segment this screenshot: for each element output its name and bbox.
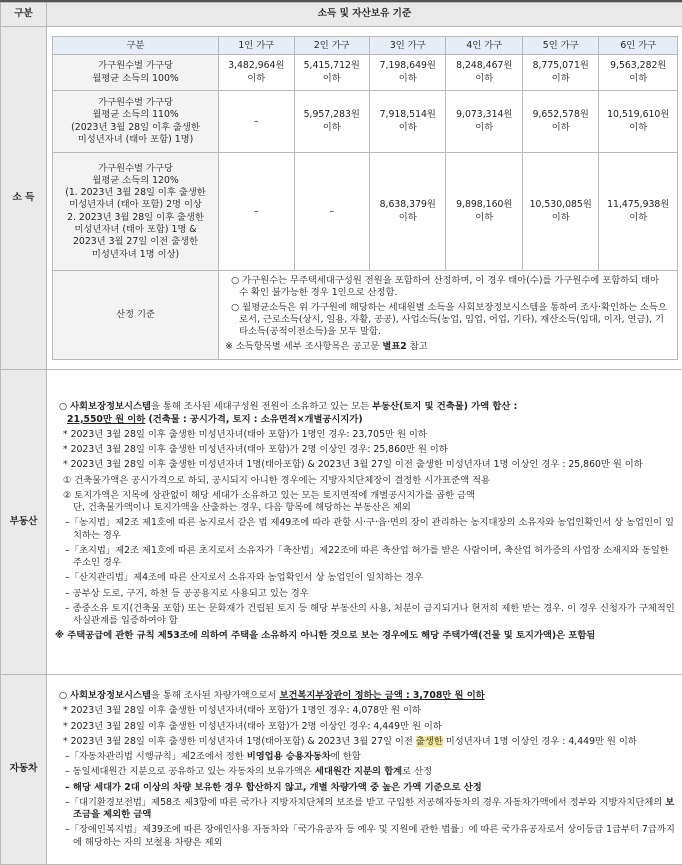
criteria-item: ○ 가구원수는 무주택세대구성원 전원을 포함하여 산정하며, 이 경우 태아(수)를 가구원수에 포함하되 태아 수 확인 불가능한 경우 1인으로 산정함. — [225, 275, 671, 300]
unit: 이하 — [372, 212, 443, 224]
bold-text: 세대원간 지분의 합계 — [315, 766, 402, 777]
amount: 7,198,649원 — [372, 60, 443, 72]
vehicle-item — [53, 766, 676, 778]
text: 로 산정 — [402, 766, 432, 777]
text: 을 통해 조사된 세대구성원 전원이 소유하고 있는 모든 — [151, 401, 372, 412]
row-label-line: 미성년자녀 (태아 포함) 1명 & — [55, 224, 216, 236]
row-label-line: 미성년자녀 (태아 포함) 1명) — [55, 134, 216, 146]
header-title-cell: 소득 및 자산보유 기준 — [47, 3, 682, 27]
text: 미성년자녀 1명 이상인 경우 : 4,449만 원 이하 — [443, 736, 637, 747]
text: –「대기환경보전법」제58조 제3항에 따른 국가나 지방자치단체의 보조를 받고 구입한 저공해자동차의 경우 자동차가액에서 정부와 지방자치단체의 — [65, 797, 665, 808]
unit: 이하 — [601, 122, 675, 134]
unit: 이하 — [601, 73, 675, 85]
income-cell — [370, 91, 446, 153]
vehicle-item — [53, 797, 676, 822]
amount: 5,415,712원 — [297, 60, 367, 72]
income-section — [1, 27, 682, 370]
income-cell — [294, 91, 369, 153]
income-cell — [599, 55, 678, 91]
text: * 2023년 3월 28일 이후 출생한 미성년자녀 1명(태아포함) & 2023년 3월 27일 이전 — [63, 736, 416, 747]
text: – 동일세대원간 지분으로 공유하고 있는 자동차의 보유가액은 — [65, 766, 315, 777]
income-cell — [446, 91, 522, 153]
amount: 8,775,071원 — [525, 60, 596, 72]
income-col-header: 1인 가구 — [219, 37, 294, 55]
income-cell — [219, 153, 294, 271]
table-row — [53, 55, 678, 91]
income-cell — [294, 153, 369, 271]
criteria-note — [225, 341, 671, 353]
star-line — [53, 736, 676, 748]
system-name: 사회보장정보시스템 — [70, 690, 151, 701]
star-line: * 2023년 3월 28일 이후 출생한 미성년자녀 1명(태아포함) & 2023년 3월 27일 이전 출생한 미성년자녀 1명 이상인 경우 : 25,860만 원 이하 — [53, 459, 676, 471]
bold-text: 비영업용 승용자동차 — [247, 751, 331, 762]
vehicle-item: – 해당 세대가 2대 이상의 차량 보유한 경우 합산하지 않고, 개별 차량가액 중 높은 가액 기준으로 산정 — [53, 782, 676, 794]
amount: 8,638,379원 — [372, 199, 443, 211]
vehicle-section — [1, 675, 682, 865]
numbered-item: ① 건축물가액은 공시가격으로 하되, 공시되지 아니한 경우에는 지방자치단체장이 결정한 시가표준액 적용 — [53, 475, 676, 487]
unit: 이하 — [448, 73, 519, 85]
income-cell — [219, 91, 294, 153]
criteria-row — [53, 271, 678, 360]
exclusion-item: –「산지관리법」제4조에 따른 산지로서 소유자와 농업확인서 상 농업인이 일치하는 경우 — [53, 572, 676, 584]
star-line: * 2023년 3월 28일 이후 출생한 미성년자녀(태아 포함)가 1명인 경우: 4,078만 원 이하 — [53, 705, 676, 717]
income-table-header — [53, 37, 678, 55]
row-label — [53, 153, 219, 271]
amount: – — [221, 206, 291, 218]
table-row — [53, 153, 678, 271]
row-label-line: 미성년자녀 (태아 포함) 2명 이상 — [55, 199, 216, 211]
row-label-line: 미성년자녀 1명 이상) — [55, 249, 216, 261]
unit: 이하 — [372, 122, 443, 134]
row-label-line: 월평균 소득의 120% — [55, 175, 216, 187]
note-suffix: 참고 — [407, 341, 428, 352]
star-line: * 2023년 3월 28일 이후 출생한 미성년자녀(태아 포함)가 1명인 경우: 23,705만 원 이하 — [53, 429, 676, 441]
text: 을 통해 조사된 차량가액으로서 — [151, 690, 280, 701]
eligibility-table — [0, 2, 682, 865]
income-cell — [370, 153, 446, 271]
text: –「자동차관리법 시행규칙」제2조에서 정한 — [65, 751, 247, 762]
amount: 9,898,160원 — [448, 199, 519, 211]
numbered-item: ② 토지가액은 지목에 상관없이 해당 세대가 소유하고 있는 모든 토지면적에 개별공시지가를 곱한 금액 — [53, 490, 676, 502]
realestate-content — [47, 370, 682, 675]
amount: 3,482,964원 — [221, 60, 291, 72]
exclusion-item: –「초지법」제2조 제1호에 따른 초지로서 소유자가「축산법」제22조에 따른 축산업 허가를 받은 사람이며, 축산업 허가증의 사업장 소재지와 동일한 주소인 경우 — [53, 545, 676, 570]
criteria-item: ○ 월평균소득은 위 가구원에 해당하는 세대원별 소득을 사회보장정보시스템을 통하여 조사·확인하는 소득으로서, 근로소득(상시, 일용, 자활, 공공), 사업소득(농업, 임업, 어업, 기타), 재산소득(임대, 이자, 연금), 기타소득(공적이전소득)을 모두 말함. — [225, 302, 671, 339]
unit: 이하 — [525, 122, 596, 134]
bold-text: 보조금을 제외한 금액 — [73, 797, 674, 820]
income-col-header: 5인 가구 — [522, 37, 598, 55]
unit: 이하 — [221, 73, 291, 85]
criteria-label: 산정 기준 — [53, 271, 219, 360]
income-col-header: 3인 가구 — [370, 37, 446, 55]
amount: 9,073,314원 — [448, 109, 519, 121]
income-col-header: 6인 가구 — [599, 37, 678, 55]
criteria-text — [219, 271, 678, 360]
limit-label: 부동산(토지 및 건축물) 가액 합산 : — [372, 401, 517, 412]
row-label-line: 가구원수별 가구당 — [55, 97, 216, 109]
amount: 5,957,283원 — [297, 109, 367, 121]
star-line: * 2023년 3월 28일 이후 출생한 미성년자녀(태아 포함)가 2명 이상인 경우: 25,860만 원 이하 — [53, 444, 676, 456]
vehicle-category-label: 자동차 — [1, 675, 47, 865]
amount: 10,519,610원 — [601, 109, 675, 121]
exclusion-item: – 공부상 도로, 구거, 하천 등 공공용지로 사용되고 있는 경우 — [53, 588, 676, 600]
income-col-header: 2인 가구 — [294, 37, 369, 55]
amount: 8,248,467원 — [448, 60, 519, 72]
unit: 이하 — [448, 212, 519, 224]
vehicle-content — [47, 675, 682, 865]
row-label-line: (2023년 3월 28일 이후 출생한 — [55, 122, 216, 134]
amount: 11,475,938원 — [601, 199, 675, 211]
vehicle-item — [53, 751, 676, 763]
row-label-line: 가구원수별 가구당 — [55, 60, 216, 72]
bullet: ○ — [59, 401, 70, 412]
numbered-item-cont: 단, 건축물가액이나 토지가액을 산출하는 경우, 다음 항목에 해당하는 부동산은 제외 — [53, 502, 676, 514]
income-cell — [446, 55, 522, 91]
amount: – — [297, 206, 367, 218]
realestate-section — [1, 370, 682, 675]
highlighted-text: 출생한 — [416, 736, 443, 747]
note-prefix: ※ 소득항목별 세부 조사항목은 공고문 — [225, 341, 382, 352]
limit-note: (건축물 : 공시가격, 토지 : 소유면적×개별공시지가) — [145, 414, 362, 425]
income-category-label: 소 득 — [1, 27, 47, 370]
unit: 이하 — [448, 122, 519, 134]
system-name: 사회보장정보시스템 — [70, 401, 151, 412]
amount: 9,652,578원 — [525, 109, 596, 121]
income-col-header: 4인 가구 — [446, 37, 522, 55]
table-header-row — [1, 3, 682, 27]
income-cell — [522, 55, 598, 91]
realestate-footer-note: ※ 주택공급에 관한 규칙 제53조에 의하여 주택을 소유하지 아니한 것으로 보는 경우에도 해당 주택가액(건물 및 토지가액)은 포함됨 — [53, 630, 676, 642]
unit: 이하 — [372, 73, 443, 85]
star-line: * 2023년 3월 28일 이후 출생한 미성년자녀(태아 포함)가 2명 이상인 경우: 4,449만 원 이하 — [53, 721, 676, 733]
amount: 10,530,085원 — [525, 199, 596, 211]
exclusion-item: –「농지법」제2조 제1호에 따른 농지로서 같은 법 제49조에 따라 관할 시·구·읍·면의 장이 관리하는 농지대장의 소유자와 농업인확인서 상 농업인이 일치하는 경우 — [53, 517, 676, 542]
income-cell — [599, 91, 678, 153]
row-label-line: (1. 2023년 3월 28일 이후 출생한 — [55, 187, 216, 199]
income-cell — [522, 91, 598, 153]
income-cell — [370, 55, 446, 91]
unit: 이하 — [297, 122, 367, 134]
income-cell — [294, 55, 369, 91]
row-label — [53, 55, 219, 91]
limit-amount: 21,550만 원 이하 — [67, 414, 145, 425]
income-content — [47, 27, 682, 370]
realestate-category-label: 부동산 — [1, 370, 47, 675]
text: 에 한함 — [331, 751, 361, 762]
note-bold: 별표2 — [382, 341, 406, 352]
unit: 이하 — [525, 212, 596, 224]
table-row — [53, 91, 678, 153]
amount: – — [221, 116, 291, 128]
income-cell — [522, 153, 598, 271]
row-label-line: 가구원수별 가구당 — [55, 163, 216, 175]
income-cell — [219, 55, 294, 91]
income-table — [52, 36, 678, 360]
unit: 이하 — [601, 212, 675, 224]
bullet: ○ — [59, 690, 70, 701]
row-label-line: 2023년 3월 27일 이전 출생한 — [55, 236, 216, 248]
row-label-line: 2. 2023년 3월 28일 이후 출생한 — [55, 212, 216, 224]
row-label-line: 월평균 소득의 100% — [55, 73, 216, 85]
unit: 이하 — [525, 73, 596, 85]
vehicle-main — [53, 690, 676, 702]
header-category-cell: 구분 — [1, 3, 47, 27]
amount: 9,563,282원 — [601, 60, 675, 72]
row-label — [53, 91, 219, 153]
unit: 이하 — [297, 73, 367, 85]
income-cell — [446, 153, 522, 271]
amount: 7,918,514원 — [372, 109, 443, 121]
exclusion-item: – 종중소유 토지(건축물 포함) 또는 문화재가 건립된 토지 등 해당 부동산의 사용, 처분이 금지되거나 현저히 제한 받는 경우. 이 경우 신청자가 구체적인 사실관계를 입증하여야 함 — [53, 603, 676, 628]
limit-amount: 보건복지부장관이 정하는 금액 : 3,708만 원 이하 — [279, 690, 484, 701]
income-cell — [599, 153, 678, 271]
income-col-header: 구분 — [53, 37, 219, 55]
row-label-line: 월평균 소득의 110% — [55, 109, 216, 121]
realestate-main — [53, 401, 676, 426]
vehicle-item: –「장애인복지법」제39조에 따른 장애인사용 자동차와「국가유공자 등 예우 및 지원에 관한 법률」에 따른 국가유공자로서 상이등급 1급부터 7급까지에 해당하는 자의 보철용 차량은 제외 — [53, 824, 676, 849]
